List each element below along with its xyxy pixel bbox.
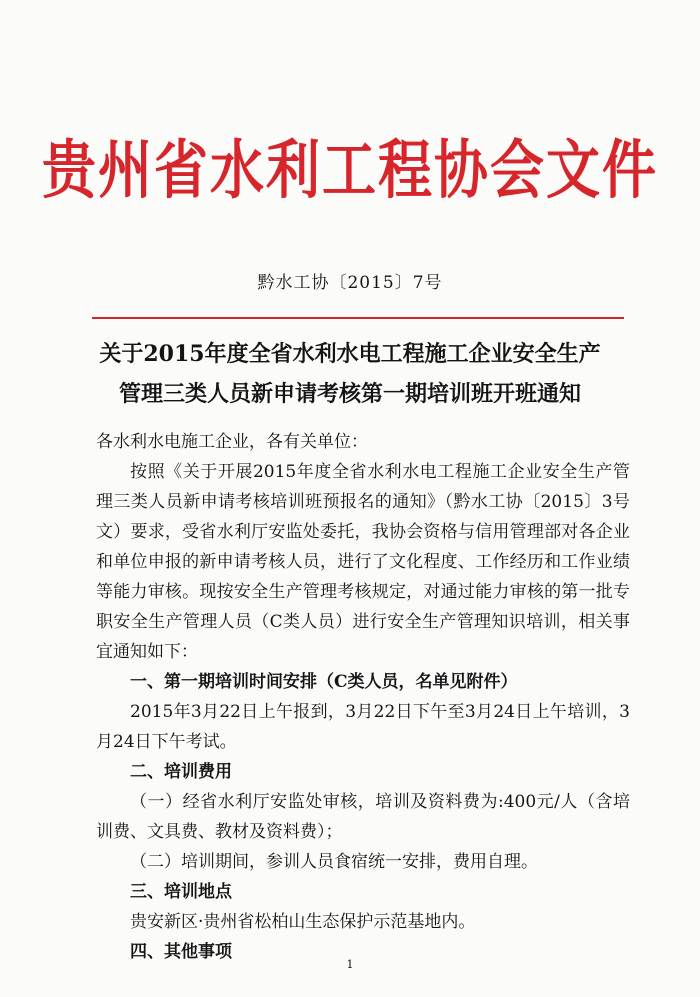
notice-body [96,427,630,967]
section-3-text: 贵安新区·贵州省松柏山生态保护示范基地内。 [130,912,476,932]
section-2-item-1: （一）经省水利厅安监处审核，培训及资料费为:400元/人（含培训费、文具费、教材及资料费）； [96,792,630,842]
section-1-heading: 一、第一期培训时间安排（C类人员，名单见附件） [130,672,518,692]
subject-line-2: 管理三类人员新申请考核第一期培训班开班通知 [118,381,581,407]
document-header-title: 贵州省水利工程协会文件 [42,132,658,208]
notice-subject [0,334,700,414]
intro-paragraph: 按照《关于开展2015年度全省水利水电工程施工企业安全生产管理三类人员新申请考核培训班预报名的通知》（黔水工协〔2015〕3号文）要求，受省水利厅安监处委托，我协会资格与信用管理部对各企业和单位申报的新申请考核人员，进行了文化程度、工作经历和工作业绩等能力审核。现按安全生产管理考核规定，对通过能力审核的第一批专职安全生产管理人员（C类人员）进行安全生产管理知识培训，相关事宜通知如下： [96,462,630,662]
salutation: 各水利水电施工企业，各有关单位： [96,432,368,452]
section-1-text: 2015年3月22日上午报到，3月22日下午至3月24日上午培训，3月24日下午考试。 [96,702,630,752]
header-divider [92,317,624,319]
document-number: 黔水工协〔2015〕7号 [257,273,443,293]
subject-line-1: 关于2015年度全省水利水电工程施工企业安全生产 [99,341,601,367]
page-number: 1 [346,958,354,971]
section-4-heading: 四、其他事项 [130,942,232,962]
section-3-heading: 三、培训地点 [130,882,232,902]
section-2-heading: 二、培训费用 [130,762,232,782]
section-2-item-2: （二）培训期间，参训人员食宿统一安排，费用自理。 [130,852,538,872]
